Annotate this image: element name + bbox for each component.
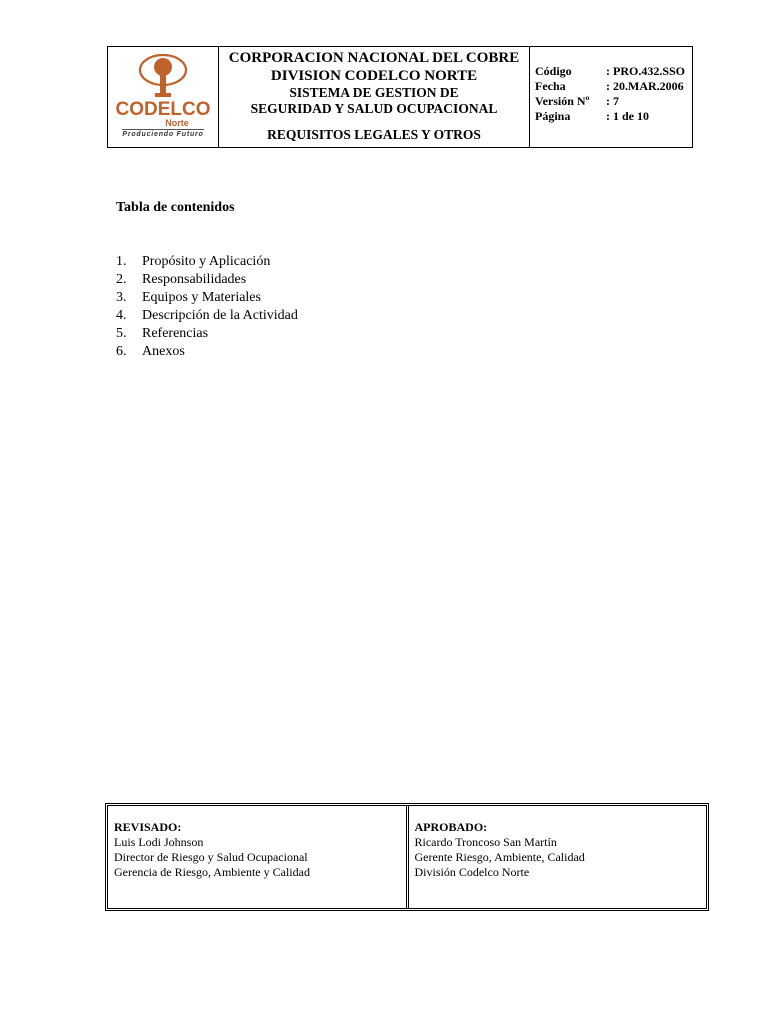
approved-by: [409, 806, 707, 908]
toc-number: 3.: [116, 290, 127, 305]
toc-number: 6.: [116, 344, 127, 359]
logo-brand: CODELCO: [115, 99, 211, 120]
toc-text: Responsabilidades: [142, 272, 247, 287]
title-line-4: SEGURIDAD Y SALUD OCUPACIONAL: [250, 101, 498, 116]
logo: [108, 47, 219, 147]
title-line-2: DIVISION CODELCO NORTE: [270, 68, 478, 84]
toc-title: Tabla de contenidos: [116, 200, 235, 215]
document-meta: [530, 47, 692, 147]
document-subtitle: REQUISITOS LEGALES Y OTROS: [267, 127, 481, 142]
logo-sub: Norte: [165, 118, 189, 128]
title-line-1: CORPORACION NACIONAL DEL COBRE: [228, 50, 520, 66]
logo-tagline: Produciendo Futuro: [122, 131, 204, 138]
approver-role: Gerente Riesgo, Ambiente, Calidad: [414, 850, 585, 864]
reviewer-role: Director de Riesgo y Salud Ocupacional: [114, 850, 308, 864]
meta-row-date: [535, 79, 692, 94]
approver-name: Ricardo Troncoso San Martín: [414, 835, 557, 849]
meta-label: Página: [535, 109, 571, 123]
toc-text: Anexos: [142, 344, 185, 359]
toc-number: 2.: [116, 272, 127, 287]
toc-item[interactable]: [116, 307, 298, 325]
reviewed-heading: REVISADO:: [114, 820, 182, 834]
title-line-3: SISTEMA DE GESTION DE: [289, 85, 459, 100]
meta-row-code: [535, 64, 692, 79]
toc-list: [116, 253, 298, 361]
header-title: [219, 47, 530, 147]
reviewer-unit: Gerencia de Riesgo, Ambiente y Calidad: [114, 865, 310, 879]
reviewed-by: [108, 806, 409, 908]
toc-number: 5.: [116, 326, 127, 341]
document-header: [107, 46, 693, 148]
approval-table: [105, 803, 709, 911]
meta-row-version: [535, 94, 692, 109]
toc-item[interactable]: [116, 289, 298, 307]
toc-number: 4.: [116, 308, 127, 323]
toc-number: 1.: [116, 254, 127, 269]
meta-label: Código: [535, 64, 572, 78]
toc-text: Propósito y Aplicación: [142, 254, 271, 269]
approver-unit: División Codelco Norte: [414, 865, 530, 879]
meta-value: : PRO.432.SSO: [606, 64, 686, 78]
toc-item[interactable]: [116, 271, 298, 289]
toc-item[interactable]: [116, 325, 298, 343]
approved-heading: APROBADO:: [414, 820, 488, 834]
meta-label: Versión Nº: [535, 94, 590, 108]
toc-item[interactable]: [116, 253, 298, 271]
codelco-emblem-icon: [133, 53, 193, 99]
meta-value: : 20.MAR.2006: [606, 79, 684, 93]
toc-text: Descripción de la Actividad: [142, 308, 298, 323]
meta-row-page: [535, 109, 692, 124]
meta-label: Fecha: [535, 79, 566, 93]
toc-text: Equipos y Materiales: [142, 290, 261, 305]
toc-item[interactable]: [116, 343, 298, 361]
meta-value: : 7: [606, 94, 619, 108]
toc-text: Referencias: [142, 326, 209, 341]
meta-value: : 1 de 10: [606, 109, 649, 123]
reviewer-name: Luis Lodi Johnson: [114, 835, 204, 849]
